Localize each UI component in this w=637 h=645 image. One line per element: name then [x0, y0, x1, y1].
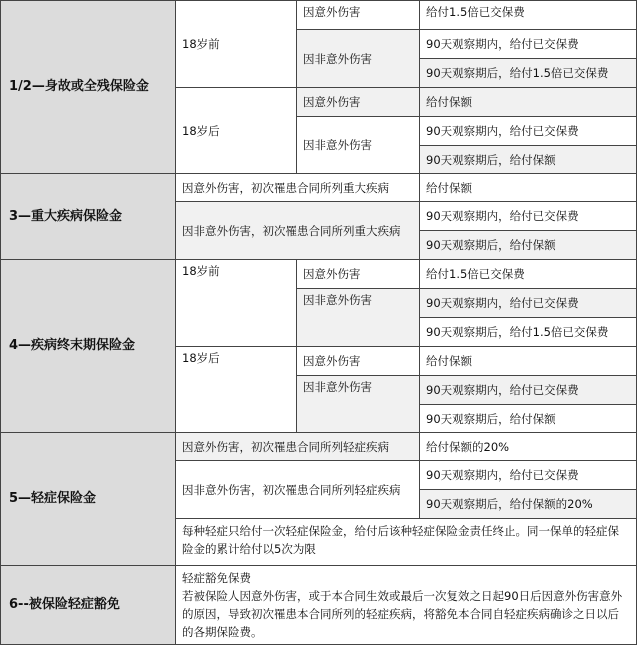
payout-cell [419, 29, 637, 59]
note-text: 每种轻症只给付一次轻症保险金，给付后该种轻症保险金责任终止。同一保单的轻症保险金的累计给付以5次为限 [182, 524, 619, 556]
payout-cell [419, 317, 637, 347]
payout-text: 给付保额 [426, 354, 472, 368]
payout-text: 给付1.5倍已交保费 [426, 267, 525, 281]
age-label: 18岁后 [182, 351, 220, 365]
age-before-18 [175, 0, 297, 88]
section-title-text: 6--被保险轻症豁免 [9, 597, 120, 612]
accident-label [296, 0, 420, 30]
payout-text: 90天观察期后，给付1.5倍已交保费 [426, 325, 609, 339]
cause-label: 因意外伤害 [303, 5, 361, 19]
condition-text: 因意外伤害，初次罹患合同所列轻症疾病 [182, 439, 389, 454]
accident-label [296, 346, 420, 376]
cause-label: 因非意外伤害 [303, 380, 372, 394]
condition-cell [175, 460, 420, 519]
payout-text: 90天观察期内，给付已交保费 [426, 124, 579, 138]
section-title-death-disability [0, 0, 176, 174]
payout-text: 90天观察期后，给付保额 [426, 238, 556, 252]
payout-text: 90天观察期内，给付已交保费 [426, 37, 579, 51]
cause-label: 因非意外伤害 [303, 138, 372, 152]
payout-cell [419, 432, 637, 461]
payout-cell [419, 288, 637, 318]
section-title-premium-waiver [0, 565, 176, 645]
payout-text: 给付保额的20% [426, 439, 510, 454]
waiver-body: 若被保险人因意外伤害，或于本合同生效或最后一次复效之日起90日后因意外伤害意外的原因，导致初次罹患本合同所列的轻症疾病，将豁免本合同自轻症疾病确诊之日以后的各期保险费。 [182, 589, 623, 639]
section-title-text: 3—重大疾病保险金 [9, 208, 123, 224]
condition-cell [175, 432, 420, 461]
payout-cell [419, 230, 637, 260]
payout-text: 90天观察期内，给付已交保费 [426, 383, 579, 397]
non-accident-label [296, 116, 420, 174]
payout-text: 90天观察期内，给付已交保费 [426, 209, 579, 223]
section-title-terminal-illness [0, 259, 176, 433]
payout-cell [419, 145, 637, 174]
payout-text: 给付保额 [426, 95, 472, 109]
section-title-text: 1/2—身故或全残保险金 [9, 79, 149, 94]
age-after-18 [175, 346, 297, 433]
age-label: 18岁前 [182, 264, 220, 278]
waiver-heading: 轻症豁免保费 [182, 571, 251, 585]
non-accident-label [296, 375, 420, 433]
payout-text: 90天观察期后，给付保额 [426, 411, 556, 426]
condition-cell [175, 173, 420, 202]
condition-text: 因意外伤害，初次罹患合同所列重大疾病 [182, 180, 389, 195]
age-label: 18岁前 [182, 37, 220, 51]
section-title-critical-illness [0, 173, 176, 260]
payout-cell [419, 116, 637, 146]
age-after-18 [175, 87, 297, 174]
payout-text: 90天观察期后，给付1.5倍已交保费 [426, 66, 609, 80]
minor-illness-note [175, 518, 637, 566]
payout-cell [419, 489, 637, 519]
payout-text: 90天观察期后，给付保额 [426, 152, 556, 167]
age-before-18 [175, 259, 297, 347]
payout-text: 给付保额 [426, 180, 472, 195]
payout-cell [419, 58, 637, 88]
payout-cell [419, 375, 637, 405]
payout-cell [419, 259, 637, 289]
payout-text: 90天观察期后，给付保额的20% [426, 497, 593, 511]
payout-cell [419, 173, 637, 202]
accident-label [296, 87, 420, 117]
cause-label: 因非意外伤害 [303, 51, 372, 66]
cause-label: 因意外伤害 [303, 354, 361, 368]
payout-text: 给付1.5倍已交保费 [426, 5, 525, 19]
payout-cell [419, 0, 637, 30]
section-title-minor-illness [0, 432, 176, 566]
payout-cell [419, 201, 637, 231]
non-accident-label [296, 288, 420, 347]
payout-text: 90天观察期内，给付已交保费 [426, 296, 579, 310]
payout-cell [419, 346, 637, 376]
condition-cell [175, 201, 420, 260]
age-label: 18岁后 [182, 123, 220, 138]
section-title-text: 4—疾病终末期保险金 [9, 338, 136, 353]
cause-label: 因意外伤害 [303, 95, 361, 109]
condition-text: 因非意外伤害，初次罹患合同所列重大疾病 [182, 223, 401, 238]
premium-waiver-detail [175, 565, 637, 645]
accident-label [296, 259, 420, 289]
payout-text: 90天观察期内，给付已交保费 [426, 468, 579, 482]
non-accident-label [296, 29, 420, 88]
cause-label: 因非意外伤害 [303, 293, 372, 307]
payout-cell [419, 404, 637, 433]
payout-cell [419, 460, 637, 490]
section-title-text: 5—轻症保险金 [9, 491, 97, 506]
condition-text: 因非意外伤害，初次罹患合同所列轻症疾病 [182, 482, 401, 497]
payout-cell [419, 87, 637, 117]
cause-label: 因意外伤害 [303, 267, 361, 281]
